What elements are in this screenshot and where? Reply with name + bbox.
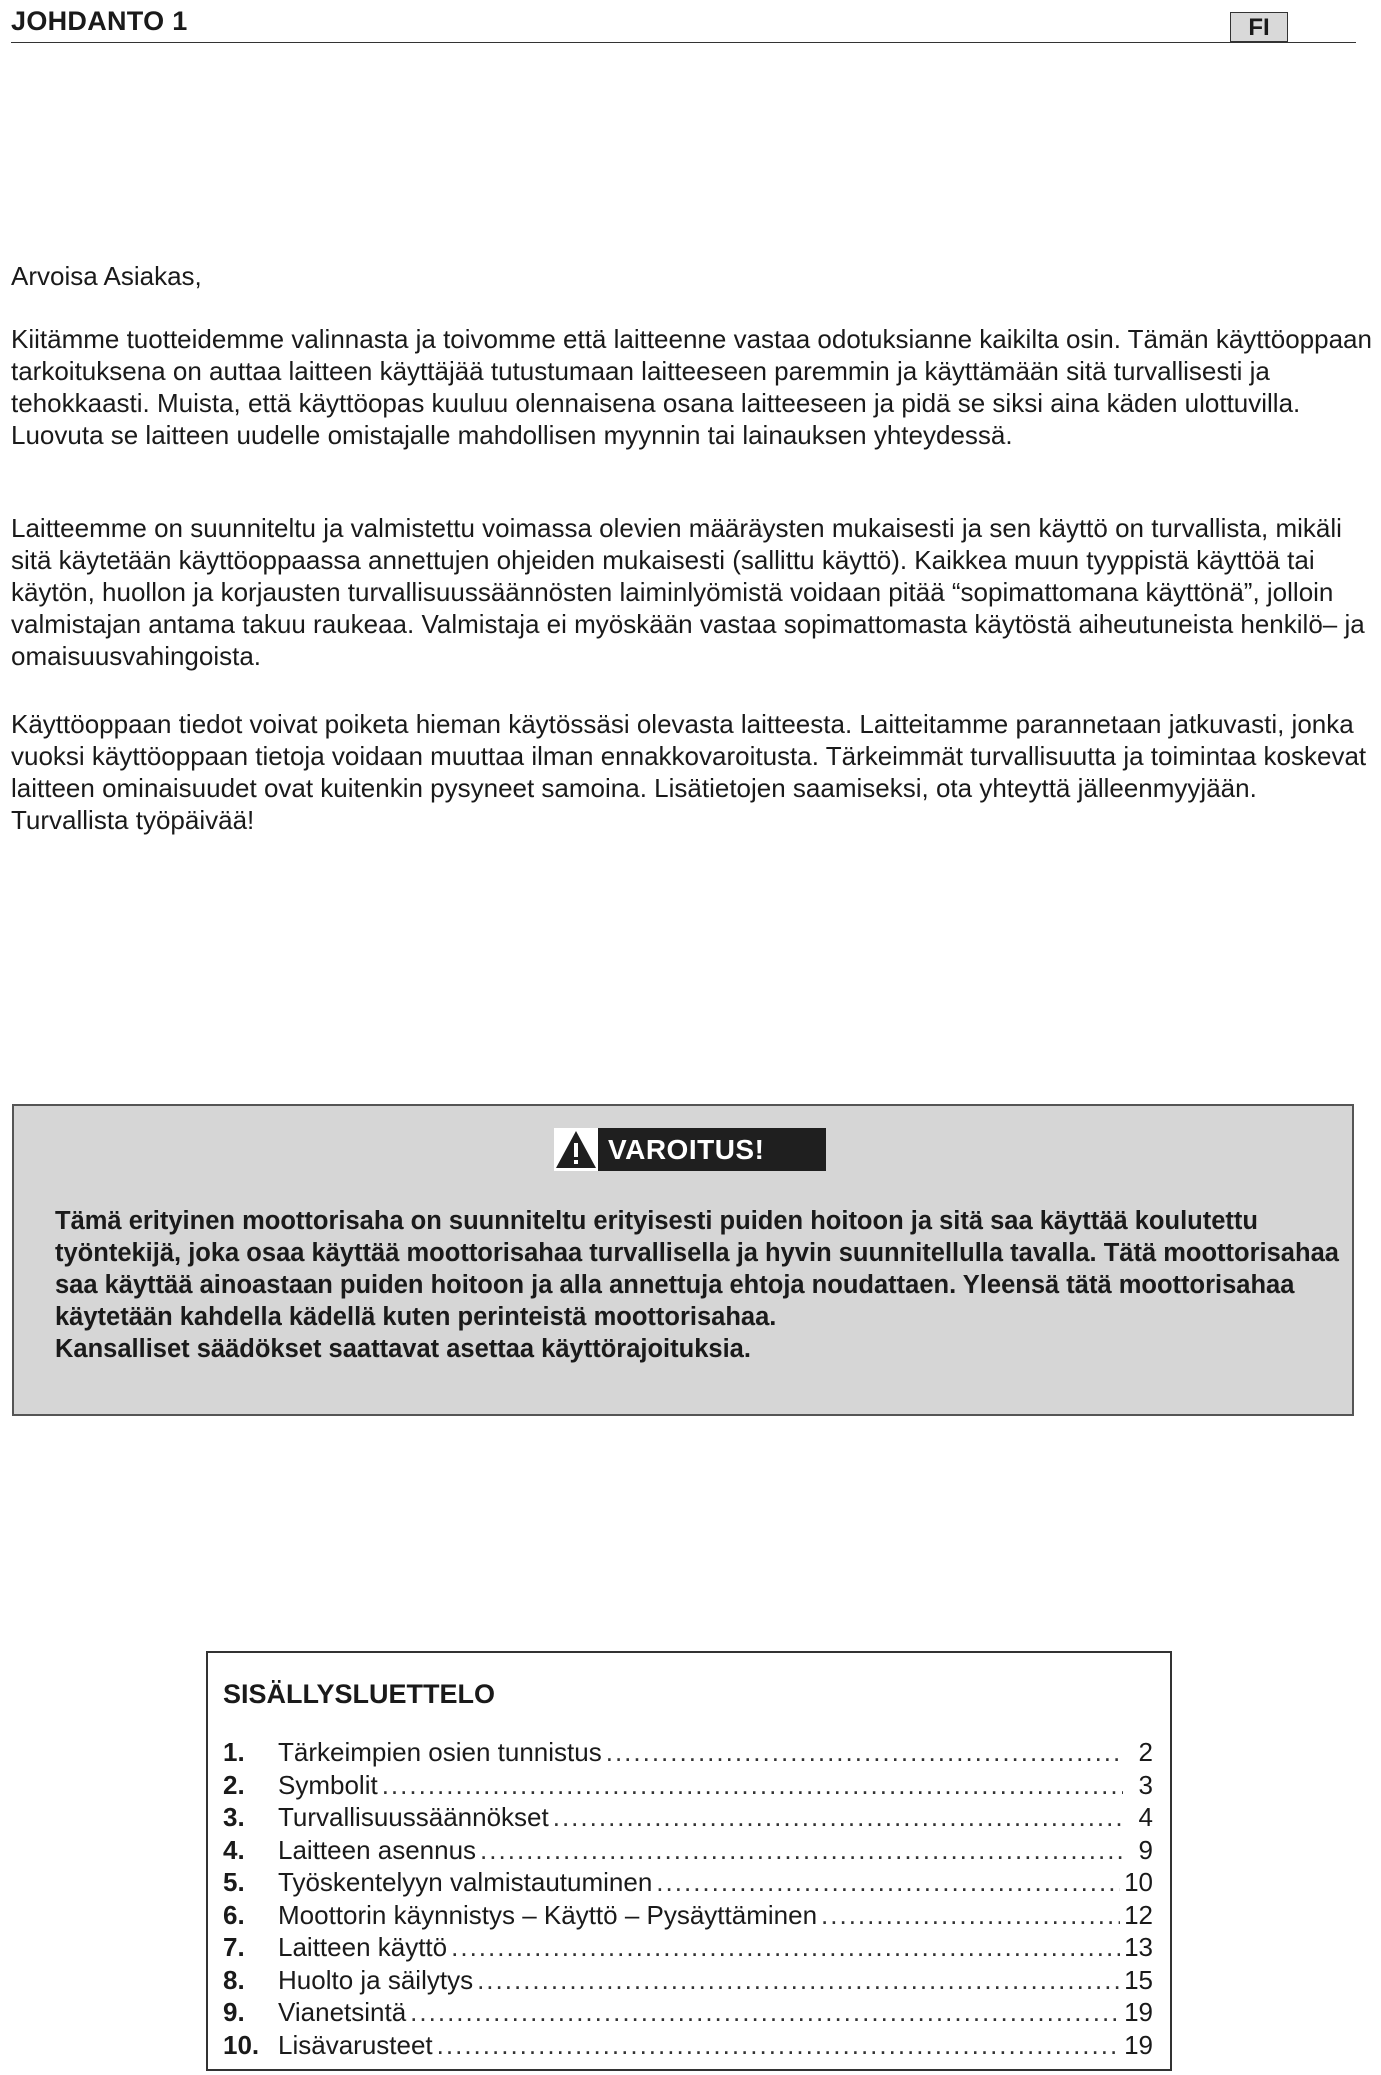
warning-box bbox=[12, 1104, 1354, 1416]
toc-leader-dots bbox=[382, 1770, 1123, 1801]
toc-item-number: 5. bbox=[223, 1867, 245, 1897]
toc-item bbox=[223, 2030, 1153, 2063]
toc-item-number: 9. bbox=[223, 1997, 245, 2027]
intro-paragraph: Käyttöoppaan tiedot voivat poiketa hieman käytössäsi olevasta laitteesta. Laitteitamme parannetaan jatkuvasti, jonka vuoksi käyttöoppaan tietoja voidaan muuttaa ilman ennakkovaroitusta. Tärkeimmät turvallisuutta ja toimintaa koskevat laitteen ominaisuudet ovat kuitenkin pysyneet samoina. Lisätietojen saamiseksi, ota yhteyttä jälleenmyyjään. Turvallista työpäivää! bbox=[11, 709, 1367, 835]
toc-leader-dots bbox=[477, 1965, 1120, 1996]
toc-item-page: 2 bbox=[1138, 1737, 1153, 1767]
toc-leader-dots bbox=[410, 1997, 1120, 2028]
toc-item bbox=[223, 1965, 1153, 1998]
toc-item bbox=[223, 1900, 1153, 1933]
toc-item-page: 19 bbox=[1124, 1997, 1153, 2027]
toc-item-number: 8. bbox=[223, 1964, 245, 1995]
toc-item bbox=[223, 1932, 1153, 1965]
header-divider bbox=[11, 42, 1356, 43]
toc-item bbox=[223, 1737, 1153, 1770]
toc-leader-dots bbox=[606, 1737, 1123, 1768]
toc-title: SISÄLLYSLUETTELO bbox=[223, 1679, 496, 1709]
table-of-contents bbox=[206, 1651, 1172, 2071]
toc-item-page: 12 bbox=[1124, 1899, 1153, 1930]
toc-item-label: Turvallisuussäännökset bbox=[278, 1802, 549, 1832]
toc-item-label: Huolto ja säilytys bbox=[278, 1964, 474, 1995]
toc-item-number: 1. bbox=[223, 1737, 245, 1767]
toc-item bbox=[223, 1835, 1153, 1868]
toc-leader-dots bbox=[451, 1932, 1120, 1963]
toc-item-label: Työskentelyyn valmistautuminen bbox=[278, 1867, 653, 1897]
toc-item-label: Tärkeimpien osien tunnistus bbox=[278, 1737, 602, 1767]
toc-item bbox=[223, 1997, 1153, 2030]
warning-label: VAROITUS! bbox=[608, 1133, 765, 1165]
toc-item-label: Vianetsintä bbox=[278, 1997, 407, 2027]
intro-paragraph: Kiitämme tuotteidemme valinnasta ja toivomme että laitteenne vastaa odotuksianne kaikilta osin. Tämän käyttöoppaan tarkoituksena on auttaa laitteen käyttäjää tutustumaan laitteeseen paremmin ja käyttämään sitä turvallisesti ja tehokkaasti. Muista, että käyttöopas kuuluu olennaisena osana laitteeseen ja pidä se siksi aina käden ulottuvilla. Luovuta se laitteen uudelle omistajalle mahdollisen myynnin tai lainauksen yhteydessä. bbox=[11, 324, 1372, 450]
toc-item-number: 6. bbox=[223, 1899, 245, 1930]
toc-list bbox=[223, 1737, 1153, 2062]
toc-item-number: 7. bbox=[223, 1932, 245, 1962]
toc-item-label: Laitteen asennus bbox=[278, 1834, 477, 1865]
toc-item-page: 3 bbox=[1138, 1769, 1153, 1800]
toc-item-number: 10. bbox=[223, 2029, 260, 2060]
warning-body: Tämä erityinen moottorisaha on suunniteltu erityisesti puiden hoitoon ja sitä saa käyttää koulutettu työntekijä, joka osaa käyttää moottorisahaa turvallisella ja hyvin suunnitellulla tavalla. Tätä moottorisahaa saa käyttää ainoastaan puiden hoitoon ja alla annettuja ehtoja noudattaen. Yleensä tätä moottorisahaa käytetään kahdella kädellä kuten perinteistä moottorisahaa. bbox=[55, 1207, 1339, 1331]
toc-item-label: Lisävarusteet bbox=[278, 2029, 433, 2060]
intro-paragraph: Laitteemme on suunniteltu ja valmistettu voimassa olevien määräysten mukaisesti ja sen käyttö on turvallista, mikäli sitä käytetään käyttöoppaassa annettujen ohjeiden mukaisesti (sallittu käyttö). Kaikkea muun tyyppistä käyttöä tai käytön, huollon ja korjausten turvallisuussäännösten laiminlyömistä voidaan pitää “sopimattomana käyttönä”, jolloin valmistajan antama takuu raukeaa. Valmistaja ei myöskään vastaa sopimattomasta käytöstä aiheutuneista henkilö– ja omaisuusvahingoista. bbox=[11, 513, 1365, 671]
toc-item bbox=[223, 1802, 1153, 1835]
toc-leader-dots bbox=[821, 1900, 1120, 1931]
warning-triangle-icon bbox=[554, 1128, 598, 1171]
warning-badge bbox=[554, 1128, 826, 1171]
toc-item-number: 4. bbox=[223, 1834, 245, 1865]
toc-leader-dots bbox=[553, 1802, 1123, 1833]
toc-item-page: 4 bbox=[1138, 1802, 1153, 1832]
toc-item-page: 13 bbox=[1124, 1932, 1153, 1962]
language-badge: FI bbox=[1230, 12, 1288, 42]
toc-item-page: 19 bbox=[1124, 2029, 1153, 2060]
toc-item bbox=[223, 1867, 1153, 1900]
toc-item-page: 10 bbox=[1124, 1867, 1153, 1897]
toc-leader-dots bbox=[437, 2030, 1120, 2061]
warning-note: Kansalliset säädökset saattavat asettaa käyttörajoituksia. bbox=[55, 1335, 751, 1363]
toc-item-page: 9 bbox=[1138, 1834, 1153, 1865]
toc-item-label: Symbolit bbox=[278, 1769, 378, 1800]
toc-item-number: 3. bbox=[223, 1802, 245, 1832]
toc-item-label: Moottorin käynnistys – Käyttö – Pysäyttäminen bbox=[278, 1899, 818, 1930]
section-title: JOHDANTO 1 bbox=[11, 6, 188, 36]
greeting: Arvoisa Asiakas, bbox=[11, 261, 202, 291]
toc-leader-dots bbox=[656, 1867, 1120, 1898]
toc-item-number: 2. bbox=[223, 1769, 245, 1800]
toc-item-label: Laitteen käyttö bbox=[278, 1932, 448, 1962]
toc-leader-dots bbox=[480, 1835, 1123, 1866]
toc-item-page: 15 bbox=[1124, 1964, 1153, 1995]
warning-text bbox=[55, 1205, 1345, 1365]
toc-item bbox=[223, 1770, 1153, 1803]
